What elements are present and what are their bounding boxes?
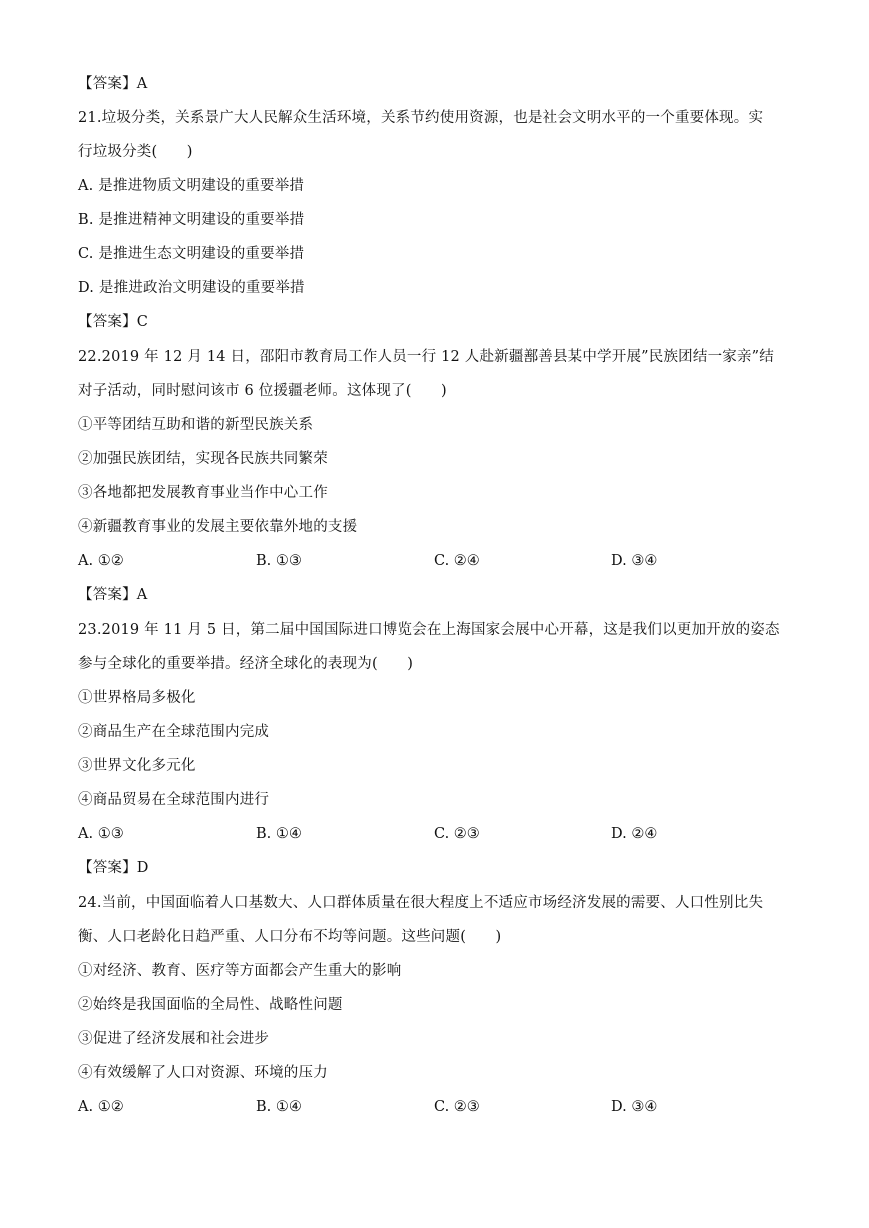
question-21-option-c: C. 是推进生态文明建设的重要举措 <box>78 246 305 262</box>
question-21-stem-line1: 21.垃圾分类，关系景广大人民解众生活环境，关系节约使用资源，也是社会文明水平的一个重要体现。实 <box>78 110 764 126</box>
question-24-stem-line2: 衡、人口老龄化日趋严重、人口分布不均等问题。这些问题( ) <box>78 929 502 945</box>
question-22-stem-line1: 22.2019 年 12 月 14 日，邵阳市教育局工作人员一行 12 人赴新疆鄯善县某中学开展”民族团结一家亲”结 <box>78 349 774 365</box>
question-21-option-a: A. 是推进物质文明建设的重要举措 <box>78 178 305 194</box>
question-23-statement-3: ③世界文化多元化 <box>78 758 196 774</box>
question-23-statement-1: ①世界格局多极化 <box>78 690 196 706</box>
question-23-stem-line2: 参与全球化的重要举措。经济全球化的表现为( ) <box>78 656 414 672</box>
question-23-stem-line1: 23.2019 年 11 月 5 日，第二届中国国际进口博览会在上海国家会展中心开幕，这是我们以更加开放的姿态 <box>78 622 780 638</box>
question-22-statement-3: ③各地都把发展教育事业当作中心工作 <box>78 485 328 501</box>
question-22-choice-c: C. ②④ <box>434 553 480 569</box>
question-22-choice-b: B. ①③ <box>256 553 302 569</box>
question-22-statement-4: ④新疆教育事业的发展主要依靠外地的支援 <box>78 519 358 535</box>
question-23-choices <box>78 824 798 844</box>
question-24-statement-4: ④有效缓解了人口对资源、环境的压力 <box>78 1065 328 1081</box>
question-21-option-b: B. 是推进精神文明建设的重要举措 <box>78 212 305 228</box>
question-23-choice-b: B. ①④ <box>256 826 302 842</box>
question-24-choices <box>78 1097 798 1117</box>
question-24-stem-line1: 24.当前，中国面临着人口基数大、人口群体质量在很大程度上不适应市场经济发展的需要、人口性别比失 <box>78 895 764 911</box>
question-22-stem-line2: 对子活动，同时慰问该市 6 位援疆老师。这体现了( ) <box>78 383 447 399</box>
question-24-choice-b: B. ①④ <box>256 1099 302 1115</box>
answer-label-q23: 【答案】D <box>78 860 149 876</box>
question-24-statement-1: ①对经济、教育、医疗等方面都会产生重大的影响 <box>78 963 402 979</box>
question-22-statement-1: ①平等团结互助和谐的新型民族关系 <box>78 417 314 433</box>
question-23-choice-d: D. ②④ <box>611 826 658 842</box>
question-24-choice-a: A. ①② <box>78 1099 124 1115</box>
question-22-choice-d: D. ③④ <box>611 553 658 569</box>
question-22-choices <box>78 551 798 571</box>
question-22-statement-2: ②加强民族团结，实现各民族共同繁荣 <box>78 451 328 467</box>
question-21-option-d: D. 是推进政治文明建设的重要举措 <box>78 280 305 296</box>
question-24-statement-2: ②始终是我国面临的全局性、战略性问题 <box>78 997 343 1013</box>
answer-label-q21: 【答案】C <box>78 314 149 330</box>
question-23-choice-a: A. ①③ <box>78 826 124 842</box>
answer-label-q22: 【答案】A <box>78 587 148 603</box>
answer-label-q20: 【答案】A <box>78 76 148 92</box>
question-23-statement-2: ②商品生产在全球范围内完成 <box>78 724 270 740</box>
question-22-choice-a: A. ①② <box>78 553 124 569</box>
question-24-choice-c: C. ②③ <box>434 1099 480 1115</box>
question-21-stem-line2: 行垃圾分类( ) <box>78 144 193 160</box>
question-24-choice-d: D. ③④ <box>611 1099 658 1115</box>
question-24-statement-3: ③促进了经济发展和社会进步 <box>78 1031 270 1047</box>
question-23-choice-c: C. ②③ <box>434 826 480 842</box>
question-23-statement-4: ④商品贸易在全球范围内进行 <box>78 792 270 808</box>
